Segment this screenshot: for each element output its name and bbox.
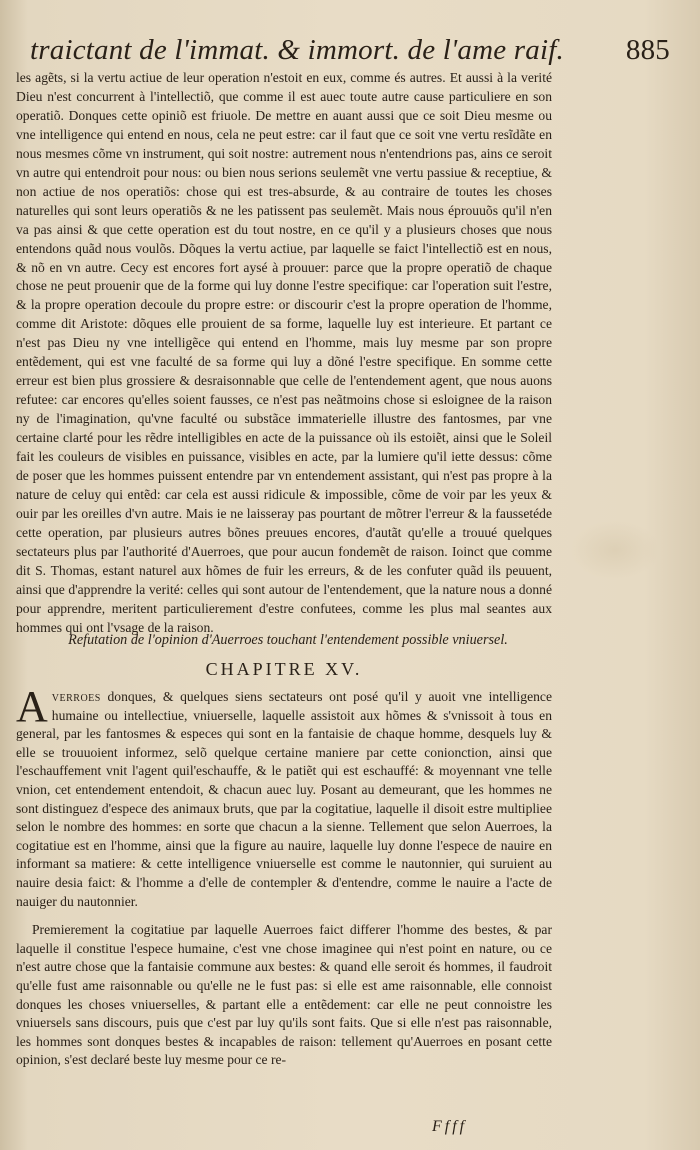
- chapter-block: [16, 630, 552, 1070]
- chapter-title: CHAPITRE XV.: [205, 659, 363, 679]
- body-text-block: [16, 69, 552, 638]
- chapter-paragraph-one: [16, 682, 552, 911]
- chapter-heading: Refutation de l'opinion d'Auerroes touchant l'entendement possible vniuersel.: [68, 632, 508, 648]
- chapter-paragraph-two: Premierement la cogitatiue par laquelle Auerroes faict differer l'homme des bestes, & par laquelle il constitue l'espece humaine, c'est vne chose imaginee qui n'est point en nature, ou ce n'est autre chose que la fantaisie commune aux bestes: & quand elle seroit és hommes, il faudroit qu'elle fust ame raisonnable ou qu'elle ne le fust pas: si elle est ame raisonnable, elle connoist donques les choses vniuerselles, & partant elle a entẽdement: car elle ne peut connoistre les vniuersels sans discours, puis que c'est par luy qu'ils sont faits. Que si elle n'est pas raisonnable, les hommes sont donques bestes & incapables de raison: tellement qu'Auerroes en posant cette opinion, s'est declaré beste luy mesme pour ce re-: [16, 922, 552, 1068]
- signature-mark: Ffff: [432, 1118, 468, 1135]
- paper-stain: [570, 520, 660, 580]
- opening-word: verroes: [51, 689, 101, 704]
- running-header: [30, 30, 670, 70]
- page-number: 885: [625, 34, 670, 66]
- running-title: traictant de l'immat. & immort. de l'ame raif.: [30, 34, 564, 66]
- chapter-paragraph-one-text: donques, & quelques siens sectateurs ont posé qu'il y auoit vne intelligence humaine ou intellectiue, vniuerselle, laquelle assistoit aux hõmes & s'vnissoit à tous en general, par les fantosmes & especes qui sont en la fantaisie de chaque homme, desquels luy & elle se trouuoient informez, selõ quelque certaine maniere par cette conionction, ainsi que l'eschauffement vnit l'agent quil'eschauffe, & le patiẽt qui est eschauffé: & moyennant vne telle vnion, cet entendement entendoit, & chacun auec luy. Posant au demeurant, que les hommes ne sont distinguez d'espece des animaux bruts, que par la cogitatiue, laquelle il disoit estre multipliee selon le nombre des hommes: en sorte que chacun a la sienne. Tellement que selon Auerroes, la cogitatiue est en l'homme, ainsi que la figure au nauire, laquelle luy donne l'espece de nauire en informant sa matiere: & cette intelligence vniuerselle est comme le nautonnier, qui suruient au nauire desia faict: & l'homme a d'elle de contempler & d'entendre, comme le nauire a l'acte de nauiger du nautonnier.: [16, 689, 552, 909]
- drop-capital: A: [16, 682, 48, 731]
- body-paragraph: les agẽts, si la vertu actiue de leur operation n'estoit en eux, comme és autres. Et aussi à la verité Dieu n'est concurrent à l'intellectiõ, que comme il est auec toute autre cause particuliere en son operatiõ. Donques cette opiniõ est friuole. De mettre en auant aussi que ce soit Dieu mesme ou vne intelligence qui entend en nous, cela ne peut estre: car il faut que ce soit vne vertu resĩdãte en nous mesmes cõme vn instrument, qui soit nostre: autrement nous n'entendrions pas, ains ce seroit vn autre qui entendroit pour nous: ou bien nous serions seulemẽt vne vertu passiue & receptiue, & non actiue de nos operatiõs: chose qui est tres-absurde, & au contraire de toutes les choses naturelles qui sont leurs operatiõs & ne les patissent pas seulemẽt. Mais nous éprouuõs qu'il n'en va pas ainsi & que cette operation est du tout nostre, en ce qu'il y a plusieurs choses que nous entendons quãd nous voulõs. Dõques la vertu actiue, par laquelle se faict l'intellectiõ est en nous, & nõ en vn autre. Cecy est encores fort aysé à prouuer: parce que la propre operatiõ de chaque chose ne peut prouenir que de la forme qui luy donne l'estre specifique: car l'operation suit l'estre, & la propre operation decoule du propre estre: or discourir c'est la propre operation de l'homme, comme dit Aristote: dõques elle prouient de sa forme, laquelle luy est interieure. Et partant ce n'est pas Dieu ny vne intelligẽce qui entend en l'homme, mais luy mesme par son propre entẽdement, qui est vne faculté de sa forme qui luy a dõné l'estre specifique. En somme cette erreur est bien plus grossiere & desraisonnable que celle de l'entendement agent, que nous auons refutee: car encores qu'elles soient fausses, ce n'est pas neãtmoins chose si esloignee de la raison ny de l'imagination, qu'vne faculté ou substãce immaterielle illustre des fantosmes, par vne certaine clarté pour les rẽdre intelligibles en acte de la puissance où ils estoiẽt, ainsi que le Soleil fait les couleurs de visibles en puissance, visibles en acte, par la lumiere qu'il iette dessus: cõme de poser que les hommes puissent entendre par vn entendement assistant, qui n'est pas propre à la nature de celuy qui entẽd: car cela est aussi ridicule & impossible, cõme de voir par les yeux & ouir par les oreilles d'vn autre. Mais ie ne laisseray pas pourtant de mõtrer l'erreur & la faussetéde cette operation, par plusieurs autres bõnes preuues encores, d'autãt qu'elle a trouué quelques sectateurs plus par l'authorité d'Auerroes, que pour aucun fondemẽt de raison. Ioinct que comme dit S. Thomas, estant naturel aux hõmes de fuir les erreurs, & de les confuter quãd ils peuuent, ainsi que d'apprendre la verité: celles qui sont autour de l'entendement, que la nature nous a donné pour apprendre, meritent particulierement d'estre confutees, comme les plus mal seantes aux hommes qui ont l'vsage de la raison.: [16, 70, 552, 635]
